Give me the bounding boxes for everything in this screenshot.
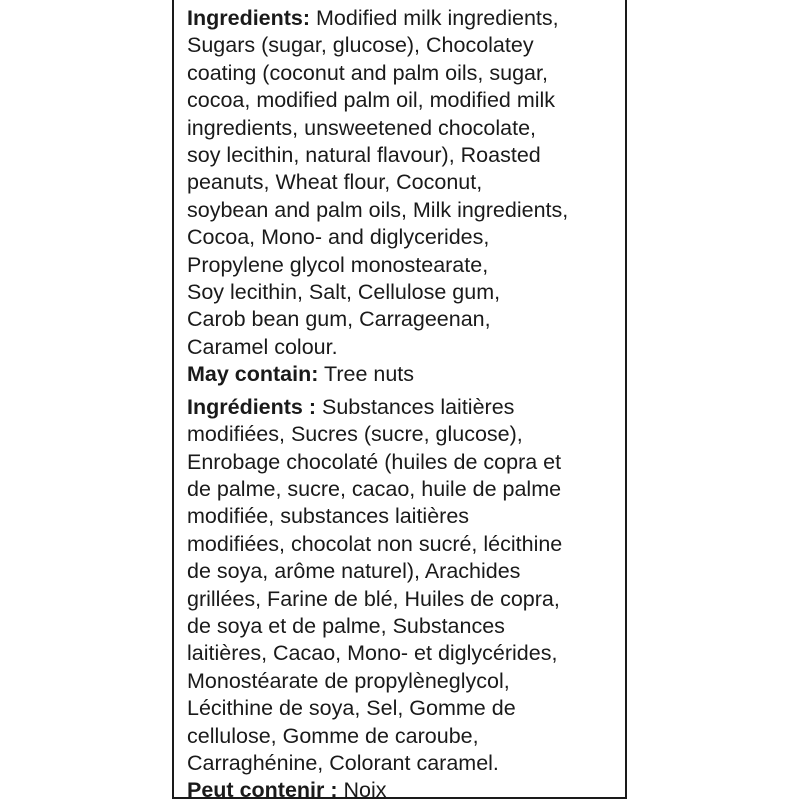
english-line-4: cocoa, modified palm oil, modified milk <box>187 88 556 113</box>
french-line-9: de soya et de palme, Substances <box>187 613 505 638</box>
english-may-contain-heading: May contain: <box>187 362 319 387</box>
english-line-13: Caramel colour. <box>187 334 338 359</box>
french-may-contain-value: Noix <box>337 778 387 803</box>
french-may-contain-line <box>187 777 625 804</box>
french-line-10: laitières, Cacao, Mono- et diglycérides, <box>187 641 558 666</box>
english-line-2: Sugars (sugar, glucose), Chocolatey <box>187 33 534 58</box>
english-line-9: Cocoa, Mono- and diglycerides, <box>187 225 490 250</box>
english-line-11: Soy lecithin, Salt, Cellulose gum, <box>187 280 501 305</box>
french-line-3: Enrobage chocolaté (huiles de copra et <box>187 449 562 474</box>
english-line-7: peanuts, Wheat flour, Coconut, <box>187 170 483 195</box>
english-ingredients-section <box>187 5 625 389</box>
ingredients-label-panel <box>172 0 627 803</box>
english-line-10: Propylene glycol monostearate, <box>187 252 489 277</box>
english-line-8: soybean and palm oils, Milk ingredients, <box>187 197 569 222</box>
french-line-11: Monostéarate de propylèneglycol, <box>187 668 510 693</box>
french-ingredients-heading: Ingrédients : <box>187 394 317 419</box>
french-line-5: modifiée, substances laitières <box>187 504 470 529</box>
english-line-12: Carob bean gum, Carrageenan, <box>187 307 491 332</box>
english-may-contain-value: Tree nuts <box>318 362 415 387</box>
french-line-1 <box>187 394 625 421</box>
french-ingredients-text: Substances laitières <box>316 394 515 419</box>
french-line-14: Carraghénine, Colorant caramel. <box>187 750 499 775</box>
english-ingredients-heading: Ingredients: <box>187 6 311 30</box>
english-line-6: soy lecithin, natural flavour), Roasted <box>187 143 541 168</box>
french-may-contain-heading: Peut contenir : <box>187 778 338 803</box>
french-ingredients-section <box>187 394 625 805</box>
english-ingredients-text: Modified milk ingredients, <box>310 6 559 30</box>
french-line-7: de soya, arôme naturel), Arachides <box>187 559 521 584</box>
english-line-1 <box>187 5 625 32</box>
french-line-8: grillées, Farine de blé, Huiles de copra, <box>187 586 560 611</box>
french-line-12: Lécithine de soya, Sel, Gomme de <box>187 696 516 721</box>
french-line-13: cellulose, Gomme de caroube, <box>187 723 479 748</box>
french-line-6: modifiées, chocolat non sucré, lécithine <box>187 531 563 556</box>
french-line-2: modifiées, Sucres (sucre, glucose), <box>187 422 523 447</box>
french-line-4: de palme, sucre, cacao, huile de palme <box>187 476 562 501</box>
english-line-5: ingredients, unsweetened chocolate, <box>187 115 537 140</box>
english-line-3: coating (coconut and palm oils, sugar, <box>187 60 548 85</box>
english-may-contain-line <box>187 361 625 388</box>
